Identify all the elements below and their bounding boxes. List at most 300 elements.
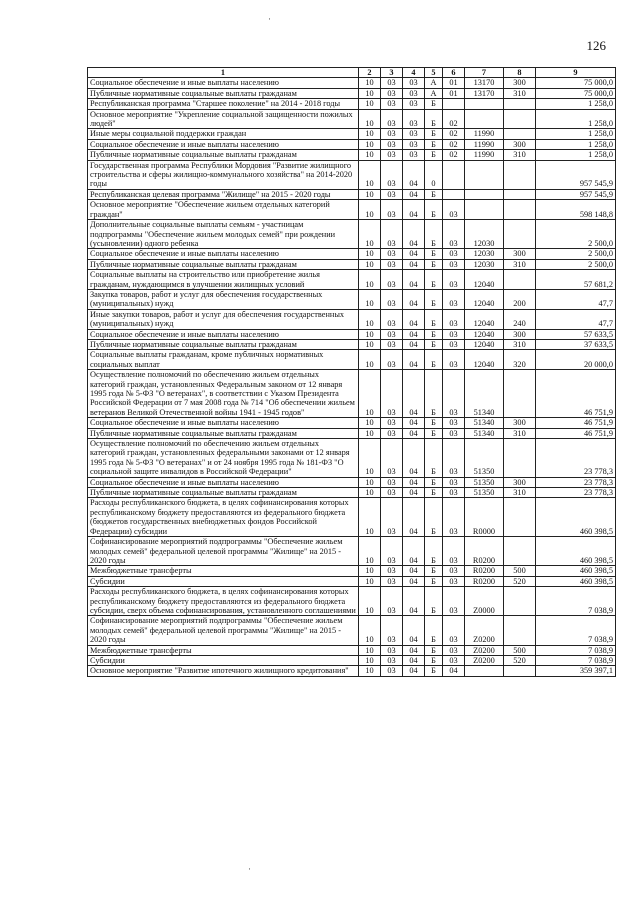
program-cell: 04: [403, 200, 425, 220]
amount-cell: 2 500,0: [536, 220, 616, 249]
direction-cell: 12030: [465, 220, 504, 249]
direction-cell: 51350: [465, 488, 504, 498]
direction-cell: 13170: [465, 78, 504, 88]
section-cell: 10: [359, 160, 381, 189]
direction-cell: Z0000: [465, 587, 504, 616]
expense-type-cell: 500: [504, 566, 536, 576]
expense-type-cell: 240: [504, 309, 536, 329]
amount-cell: 7 038,9: [536, 587, 616, 616]
expense-type-cell: 300: [504, 477, 536, 487]
expense-type-cell: 310: [504, 259, 536, 269]
subsection-cell: 03: [381, 498, 403, 537]
section-cell: 10: [359, 537, 381, 566]
subprogram-cell: Б: [425, 566, 443, 576]
table-row: [88, 488, 616, 498]
event-cell: 03: [443, 249, 465, 259]
subsection-cell: 03: [381, 537, 403, 566]
header-cell: 9: [536, 68, 616, 78]
row-name-cell: Субсидии: [88, 655, 359, 665]
subprogram-cell: Б: [425, 99, 443, 109]
amount-cell: 7 038,9: [536, 655, 616, 665]
amount-cell: 23 778,3: [536, 488, 616, 498]
amount-cell: 359 397,1: [536, 666, 616, 676]
amount-cell: 1 258,0: [536, 129, 616, 139]
subprogram-cell: Б: [425, 418, 443, 428]
table-row: [88, 339, 616, 349]
table-row: [88, 259, 616, 269]
header-cell: 4: [403, 68, 425, 78]
row-name-cell: Основное мероприятие "Обеспечение жильем отдельных категорий граждан": [88, 200, 359, 220]
program-cell: 04: [403, 566, 425, 576]
event-cell: 03: [443, 439, 465, 478]
subsection-cell: 03: [381, 189, 403, 199]
program-cell: 04: [403, 329, 425, 339]
section-cell: 10: [359, 655, 381, 665]
expense-type-cell: [504, 616, 536, 645]
subprogram-cell: Б: [425, 109, 443, 129]
expense-type-cell: [504, 160, 536, 189]
table-row: [88, 220, 616, 249]
amount-cell: 57 633,5: [536, 329, 616, 339]
program-cell: 04: [403, 428, 425, 438]
event-cell: 03: [443, 428, 465, 438]
program-cell: 03: [403, 129, 425, 139]
program-cell: 04: [403, 259, 425, 269]
subsection-cell: 03: [381, 270, 403, 290]
expense-type-cell: [504, 129, 536, 139]
event-cell: 03: [443, 350, 465, 370]
table-row: [88, 418, 616, 428]
amount-cell: 460 398,5: [536, 498, 616, 537]
program-cell: 04: [403, 666, 425, 676]
expense-type-cell: [504, 587, 536, 616]
subsection-cell: 03: [381, 88, 403, 98]
direction-cell: Z0200: [465, 655, 504, 665]
program-cell: 04: [403, 488, 425, 498]
row-name-cell: Социальное обеспечение и иные выплаты населению: [88, 477, 359, 487]
direction-cell: 11990: [465, 139, 504, 149]
header-cell: 7: [465, 68, 504, 78]
amount-cell: 7 038,9: [536, 645, 616, 655]
table-row: [88, 160, 616, 189]
section-cell: 10: [359, 129, 381, 139]
row-name-cell: Осуществление полномочий по обеспечению жильем отдельных категорий граждан, установленных Федеральным законом от 12 января 1995 года № 5-ФЗ "О ветеранах", в соответствии с Указом Президента Российской Федерации от 7 мая 2008 года № 714 "Об обеспечении жильем ветеранов Великой Отечественной войны 1941 - 1945 годов": [88, 370, 359, 418]
subsection-cell: 03: [381, 220, 403, 249]
subprogram-cell: Б: [425, 537, 443, 566]
row-name-cell: Основное мероприятие "Развитие ипотечного жилищного кредитования": [88, 666, 359, 676]
subsection-cell: 03: [381, 488, 403, 498]
section-cell: 10: [359, 339, 381, 349]
subsection-cell: 03: [381, 150, 403, 160]
row-name-cell: Республиканская программа "Старшее поколение" на 2014 - 2018 годы: [88, 99, 359, 109]
section-cell: 10: [359, 200, 381, 220]
subsection-cell: 03: [381, 350, 403, 370]
section-cell: 10: [359, 329, 381, 339]
program-cell: 04: [403, 350, 425, 370]
subsection-cell: 03: [381, 309, 403, 329]
header-cell: 5: [425, 68, 443, 78]
direction-cell: 12040: [465, 350, 504, 370]
program-cell: 03: [403, 88, 425, 98]
subsection-cell: 03: [381, 616, 403, 645]
subsection-cell: 03: [381, 78, 403, 88]
program-cell: 04: [403, 587, 425, 616]
scan-dot-mark: ·: [248, 864, 251, 874]
row-name-cell: Дополнительные социальные выплаты семьям - участницам подпрограммы "Обеспечение жильем молодых семей" при рождении (усыновлении) одного ребенка: [88, 220, 359, 249]
subsection-cell: 03: [381, 109, 403, 129]
amount-cell: 75 000,0: [536, 88, 616, 98]
program-cell: 04: [403, 439, 425, 478]
expense-type-cell: 520: [504, 576, 536, 586]
table-row: [88, 655, 616, 665]
amount-cell: 7 038,9: [536, 616, 616, 645]
event-cell: 03: [443, 537, 465, 566]
program-cell: 04: [403, 270, 425, 290]
header-cell: 1: [88, 68, 359, 78]
scan-dot-mark: ·: [268, 14, 271, 24]
subsection-cell: 03: [381, 289, 403, 309]
event-cell: 03: [443, 655, 465, 665]
program-cell: 04: [403, 370, 425, 418]
table-body: [88, 78, 616, 676]
subprogram-cell: Б: [425, 189, 443, 199]
subsection-cell: 03: [381, 418, 403, 428]
direction-cell: 12040: [465, 309, 504, 329]
expense-type-cell: 310: [504, 88, 536, 98]
section-cell: 10: [359, 350, 381, 370]
amount-cell: 46 751,9: [536, 418, 616, 428]
table-row: [88, 477, 616, 487]
amount-cell: 1 258,0: [536, 99, 616, 109]
expense-type-cell: 300: [504, 139, 536, 149]
row-name-cell: Осуществление полномочий по обеспечению жильем отдельных категорий граждан, установленных федеральными законами от 12 января 1995 года № 5-ФЗ "О ветеранах" и от 24 ноября 1995 года № 181-ФЗ "О социальной защите инвалидов в Российской Федерации": [88, 439, 359, 478]
expense-type-cell: 300: [504, 249, 536, 259]
program-cell: 03: [403, 150, 425, 160]
program-cell: 04: [403, 576, 425, 586]
row-name-cell: Республиканская целевая программа "Жилище" на 2015 - 2020 годы: [88, 189, 359, 199]
amount-cell: 75 000,0: [536, 78, 616, 88]
program-cell: 04: [403, 249, 425, 259]
direction-cell: 51350: [465, 477, 504, 487]
event-cell: 03: [443, 566, 465, 576]
table-row: [88, 566, 616, 576]
subsection-cell: 03: [381, 576, 403, 586]
row-name-cell: Субсидии: [88, 576, 359, 586]
subprogram-cell: Б: [425, 370, 443, 418]
amount-cell: 957 545,9: [536, 189, 616, 199]
direction-cell: 12040: [465, 270, 504, 290]
amount-cell: 460 398,5: [536, 537, 616, 566]
section-cell: 10: [359, 220, 381, 249]
direction-cell: 12030: [465, 259, 504, 269]
table-row: [88, 537, 616, 566]
amount-cell: 37 633,5: [536, 339, 616, 349]
header-cell: 8: [504, 68, 536, 78]
table-row: [88, 270, 616, 290]
expense-type-cell: 520: [504, 655, 536, 665]
table-row: [88, 99, 616, 109]
expense-type-cell: 500: [504, 645, 536, 655]
header-row: [88, 68, 616, 78]
row-name-cell: Расходы республиканского бюджета, в целях софинансирования которых республиканскому бюджету предоставляются из федерального бюджета субсидии, сверх объема софинансирования, установленного соглашениями: [88, 587, 359, 616]
subprogram-cell: Б: [425, 309, 443, 329]
row-name-cell: Межбюджетные трансферты: [88, 566, 359, 576]
section-cell: 10: [359, 289, 381, 309]
table-row: [88, 587, 616, 616]
expense-type-cell: 300: [504, 78, 536, 88]
expense-type-cell: [504, 370, 536, 418]
program-cell: 04: [403, 418, 425, 428]
subsection-cell: 03: [381, 249, 403, 259]
amount-cell: 2 500,0: [536, 259, 616, 269]
event-cell: 03: [443, 645, 465, 655]
budget-table: [87, 67, 616, 677]
table-row: [88, 150, 616, 160]
subsection-cell: 03: [381, 666, 403, 676]
subprogram-cell: А: [425, 78, 443, 88]
row-name-cell: Публичные нормативные социальные выплаты гражданам: [88, 428, 359, 438]
event-cell: 02: [443, 150, 465, 160]
event-cell: 03: [443, 289, 465, 309]
row-name-cell: Социальные выплаты гражданам, кроме публичных нормативных социальных выплат: [88, 350, 359, 370]
table-row: [88, 616, 616, 645]
table-row: [88, 289, 616, 309]
direction-cell: 51340: [465, 370, 504, 418]
section-cell: 10: [359, 270, 381, 290]
table-row: [88, 109, 616, 129]
program-cell: 04: [403, 309, 425, 329]
event-cell: 03: [443, 220, 465, 249]
expense-type-cell: [504, 537, 536, 566]
section-cell: 10: [359, 259, 381, 269]
event-cell: 02: [443, 139, 465, 149]
expense-type-cell: 310: [504, 428, 536, 438]
direction-cell: 51350: [465, 439, 504, 478]
subprogram-cell: Б: [425, 270, 443, 290]
program-cell: 04: [403, 645, 425, 655]
direction-cell: 11990: [465, 129, 504, 139]
subprogram-cell: Б: [425, 655, 443, 665]
row-name-cell: Социальное обеспечение и иные выплаты населению: [88, 78, 359, 88]
event-cell: 03: [443, 270, 465, 290]
subprogram-cell: Б: [425, 645, 443, 655]
program-cell: 04: [403, 655, 425, 665]
direction-cell: R0200: [465, 537, 504, 566]
subprogram-cell: Б: [425, 139, 443, 149]
event-cell: 02: [443, 109, 465, 129]
section-cell: 10: [359, 566, 381, 576]
event-cell: 01: [443, 88, 465, 98]
event-cell: 01: [443, 78, 465, 88]
event-cell: 03: [443, 576, 465, 586]
subsection-cell: 03: [381, 129, 403, 139]
section-cell: 10: [359, 587, 381, 616]
direction-cell: Z0200: [465, 645, 504, 655]
program-cell: 04: [403, 537, 425, 566]
row-name-cell: Расходы республиканского бюджета, в целях софинансирования которых республиканскому бюджету предоставляются из федерального бюджета (бюджетов государственных внебюджетных фондов Российской Федерации) субсидии: [88, 498, 359, 537]
direction-cell: 13170: [465, 88, 504, 98]
header-cell: 2: [359, 68, 381, 78]
row-name-cell: Основное мероприятие "Укрепление социальной защищенности пожилых людей": [88, 109, 359, 129]
event-cell: 03: [443, 418, 465, 428]
row-name-cell: Социальное обеспечение и иные выплаты населению: [88, 329, 359, 339]
subsection-cell: 03: [381, 655, 403, 665]
subsection-cell: 03: [381, 439, 403, 478]
expense-type-cell: 310: [504, 339, 536, 349]
table-row: [88, 498, 616, 537]
table-row: [88, 666, 616, 676]
amount-cell: 46 751,9: [536, 370, 616, 418]
table-row: [88, 200, 616, 220]
direction-cell: 12040: [465, 329, 504, 339]
program-cell: 04: [403, 477, 425, 487]
event-cell: 03: [443, 587, 465, 616]
event-cell: 03: [443, 259, 465, 269]
expense-type-cell: [504, 498, 536, 537]
row-name-cell: Публичные нормативные социальные выплаты гражданам: [88, 339, 359, 349]
expense-type-cell: [504, 666, 536, 676]
event-cell: [443, 99, 465, 109]
table-row: [88, 249, 616, 259]
table-row: [88, 129, 616, 139]
event-cell: 03: [443, 370, 465, 418]
subprogram-cell: Б: [425, 249, 443, 259]
subsection-cell: 03: [381, 645, 403, 655]
section-cell: 10: [359, 189, 381, 199]
expense-type-cell: [504, 109, 536, 129]
event-cell: 03: [443, 339, 465, 349]
section-cell: 10: [359, 78, 381, 88]
row-name-cell: Социальные выплаты на строительство или приобретение жилья гражданам, нуждающимся в улучшении жилищных условий: [88, 270, 359, 290]
subprogram-cell: Б: [425, 576, 443, 586]
subprogram-cell: Б: [425, 150, 443, 160]
direction-cell: [465, 99, 504, 109]
expense-type-cell: 300: [504, 329, 536, 339]
table-row: [88, 139, 616, 149]
expense-type-cell: [504, 99, 536, 109]
section-cell: 10: [359, 150, 381, 160]
direction-cell: [465, 160, 504, 189]
row-name-cell: Иные закупки товаров, работ и услуг для обеспечения государственных (муниципальных) нужд: [88, 309, 359, 329]
subprogram-cell: Б: [425, 488, 443, 498]
program-cell: 03: [403, 109, 425, 129]
direction-cell: 12040: [465, 289, 504, 309]
page-number: 126: [586, 38, 606, 53]
amount-cell: 47,7: [536, 309, 616, 329]
header-cell: 3: [381, 68, 403, 78]
subprogram-cell: Б: [425, 289, 443, 309]
subsection-cell: 03: [381, 329, 403, 339]
amount-cell: 1 258,0: [536, 150, 616, 160]
expense-type-cell: 310: [504, 488, 536, 498]
expense-type-cell: 300: [504, 418, 536, 428]
event-cell: 03: [443, 488, 465, 498]
subsection-cell: 03: [381, 139, 403, 149]
row-name-cell: Публичные нормативные социальные выплаты гражданам: [88, 88, 359, 98]
direction-cell: R0200: [465, 576, 504, 586]
row-name-cell: Иные меры социальной поддержки граждан: [88, 129, 359, 139]
amount-cell: 2 500,0: [536, 249, 616, 259]
expense-type-cell: [504, 220, 536, 249]
section-cell: 10: [359, 666, 381, 676]
section-cell: 10: [359, 309, 381, 329]
subprogram-cell: Б: [425, 666, 443, 676]
section-cell: 10: [359, 498, 381, 537]
subprogram-cell: Б: [425, 350, 443, 370]
subprogram-cell: Б: [425, 616, 443, 645]
section-cell: 10: [359, 488, 381, 498]
subsection-cell: 03: [381, 428, 403, 438]
row-name-cell: Публичные нормативные социальные выплаты гражданам: [88, 259, 359, 269]
subprogram-cell: Б: [425, 329, 443, 339]
amount-cell: 20 000,0: [536, 350, 616, 370]
table-row: [88, 439, 616, 478]
event-cell: [443, 160, 465, 189]
amount-cell: 47,7: [536, 289, 616, 309]
table-row: [88, 78, 616, 88]
direction-cell: R0200: [465, 566, 504, 576]
subprogram-cell: Б: [425, 498, 443, 537]
program-cell: 04: [403, 189, 425, 199]
subsection-cell: 03: [381, 370, 403, 418]
direction-cell: 12030: [465, 249, 504, 259]
event-cell: 04: [443, 666, 465, 676]
direction-cell: 12040: [465, 339, 504, 349]
section-cell: 10: [359, 418, 381, 428]
section-cell: 10: [359, 439, 381, 478]
row-name-cell: Межбюджетные трансферты: [88, 645, 359, 655]
subprogram-cell: 0: [425, 160, 443, 189]
direction-cell: 51340: [465, 428, 504, 438]
row-name-cell: Софинансирование мероприятий подпрограммы "Обеспечение жильем молодых семей" федеральной целевой программы "Жилище" на 2015 - 2020 годы: [88, 616, 359, 645]
expense-type-cell: 200: [504, 289, 536, 309]
subsection-cell: 03: [381, 587, 403, 616]
direction-cell: [465, 189, 504, 199]
table-row: [88, 576, 616, 586]
direction-cell: [465, 109, 504, 129]
direction-cell: [465, 200, 504, 220]
event-cell: 03: [443, 309, 465, 329]
program-cell: 03: [403, 99, 425, 109]
event-cell: 03: [443, 329, 465, 339]
row-name-cell: Закупка товаров, работ и услуг для обеспечения государственных (муниципальных) нужд: [88, 289, 359, 309]
row-name-cell: Публичные нормативные социальные выплаты гражданам: [88, 488, 359, 498]
subprogram-cell: А: [425, 88, 443, 98]
program-cell: 04: [403, 220, 425, 249]
subprogram-cell: Б: [425, 259, 443, 269]
program-cell: 03: [403, 78, 425, 88]
expense-type-cell: [504, 200, 536, 220]
row-name-cell: Публичные нормативные социальные выплаты гражданам: [88, 150, 359, 160]
section-cell: 10: [359, 576, 381, 586]
row-name-cell: Социальное обеспечение и иные выплаты населению: [88, 139, 359, 149]
expense-type-cell: 320: [504, 350, 536, 370]
program-cell: 04: [403, 289, 425, 309]
subprogram-cell: Б: [425, 439, 443, 478]
row-name-cell: Государственная программа Республики Мордовия "Развитие жилищного строительства и сферы жилищно-коммунального хозяйства" на 2014-2020 годы: [88, 160, 359, 189]
subprogram-cell: Б: [425, 428, 443, 438]
subsection-cell: 03: [381, 99, 403, 109]
amount-cell: 57 681,2: [536, 270, 616, 290]
table-row: [88, 370, 616, 418]
amount-cell: 23 778,3: [536, 439, 616, 478]
section-cell: 10: [359, 249, 381, 259]
section-cell: 10: [359, 477, 381, 487]
section-cell: 10: [359, 139, 381, 149]
table-row: [88, 428, 616, 438]
table-row: [88, 309, 616, 329]
row-name-cell: Софинансирование мероприятий подпрограммы "Обеспечение жильем молодых семей" федеральной целевой программы "Жилище" на 2015 - 2020 годы: [88, 537, 359, 566]
